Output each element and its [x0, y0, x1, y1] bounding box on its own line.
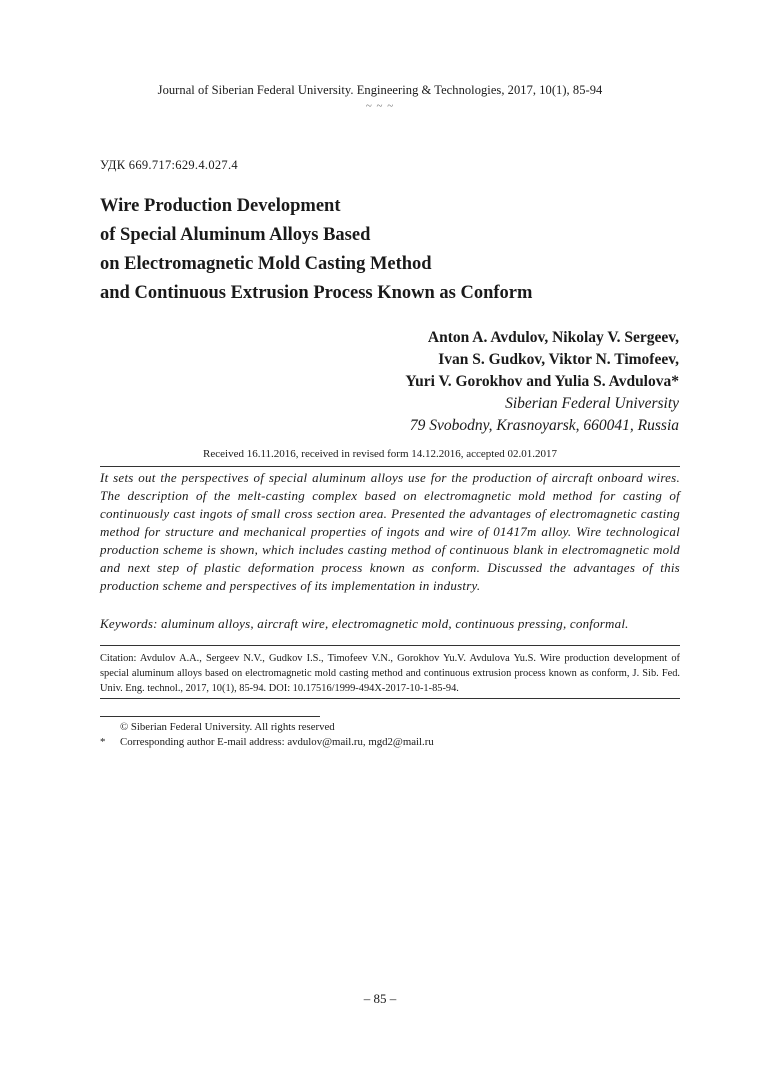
title-line: Wire Production Development: [100, 196, 341, 216]
affiliation-org: Siberian Federal University: [505, 395, 679, 412]
paper-title: [100, 192, 700, 308]
title-line: on Electromagnetic Mold Casting Method: [100, 254, 432, 274]
divider: [100, 645, 680, 646]
footnote-mark: *: [100, 736, 106, 748]
author-line: Yuri V. Gorokhov and Yulia S. Avdulova*: [405, 373, 679, 390]
udk-code: УДК 669.717:629.4.027.4: [100, 158, 238, 172]
footnote-rule: [100, 716, 320, 717]
divider: [100, 466, 680, 467]
copyright-text: © Siberian Federal University. All rights reserved: [120, 721, 335, 733]
footnote-copyright: [100, 720, 335, 734]
citation: Citation: Avdulov A.A., Sergeev N.V., Gudkov I.S., Timofeev V.N., Gorokhov Yu.V. Avdulova Yu.S. Wire production development of special aluminum alloys based on electromagnetic mold casting method and continuous extrusion process known as conform, J. Sib. Fed. Univ. Eng. technol., 2017, 10(1), 85-94. DOI: 10.17516/1999-494X-2017-10-1-85-94.: [100, 653, 680, 694]
divider: [100, 698, 680, 699]
title-line: and Continuous Extrusion Process Known as Conform: [100, 283, 533, 303]
author-line: Ivan S. Gudkov, Viktor N. Timofeev,: [438, 351, 679, 368]
corresponding-text: Corresponding author E-mail address: avdulov@mail.ru, mgd2@mail.ru: [120, 736, 434, 748]
keywords: Keywords: aluminum alloys, aircraft wire, electromagnetic mold, continuous pressing, conformal.: [100, 616, 629, 631]
header-ornament: ~ ~ ~: [365, 100, 395, 112]
abstract: It sets out the perspectives of special aluminum alloys use for the production of aircraft onboard wires. The description of the melt-casting complex based on electromagnetic mold method for casting of continuously cast ingots of small cross section area. Presented the advantages of electromagnetic casting method for structure and mechanical properties of ingots and wire of 01417m alloy. Wire technological production scheme is shown, which includes casting method of continuous blank in electromagnetic mold and next step of plastic deformation process known as conform. Discussed the advantages of this production scheme and perspectives of its implementation in industry.: [100, 470, 680, 593]
author-block: [405, 327, 679, 437]
title-line: of Special Aluminum Alloys Based: [100, 225, 371, 245]
affiliation-address: 79 Svobodny, Krasnoyarsk, 660041, Russia: [409, 417, 679, 434]
journal-header: Journal of Siberian Federal University. Engineering & Technologies, 2017, 10(1), 85-94: [157, 83, 603, 97]
footnote-corresponding: [100, 735, 434, 749]
received-dates: Received 16.11.2016, received in revised form 14.12.2016, accepted 02.01.2017: [203, 448, 557, 460]
author-line: Anton A. Avdulov, Nikolay V. Sergeev,: [427, 329, 679, 346]
page-number: – 85 –: [363, 991, 397, 1006]
